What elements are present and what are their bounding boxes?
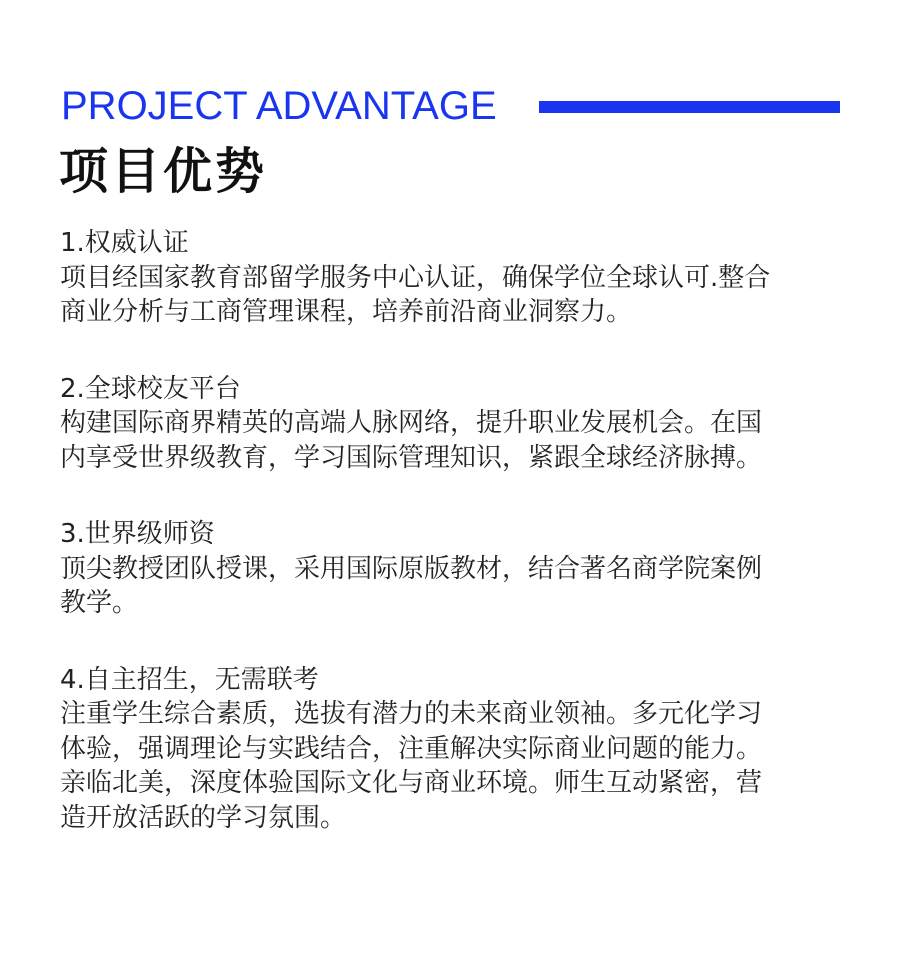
section-line: 内享受世界级教育，学习国际管理知识，紧跟全球经济脉搏。: [60, 442, 763, 473]
section-line: 造开放活跃的学习氛围。: [60, 802, 347, 833]
english-title: PROJECT ADVANTAGE: [61, 84, 497, 128]
advantage-section-faculty: [60, 517, 850, 621]
advantage-section-admission: [60, 663, 850, 836]
section-line: 教学。: [60, 588, 139, 618]
chinese-title: 项目优势: [59, 143, 268, 200]
advantage-section-authority: [60, 226, 850, 330]
section-heading: 3.世界级师资: [60, 519, 215, 549]
section-line: 商业分析与工商管理课程，培养前沿商业洞察力。: [60, 297, 633, 327]
section-line: 项目经国家教育部留学服务中心认证，确保学位全球认可.整合: [60, 262, 771, 293]
section-line: 体验，强调理论与实践结合，注重解决实际商业问题的能力。: [60, 733, 763, 764]
section-line: 注重学生综合素质，选拔有潜力的未来商业领袖。多元化学习: [60, 699, 763, 729]
advantage-section-alumni: [60, 372, 850, 476]
section-line: 亲临北美，深度体验国际文化与商业环境。师生互动紧密，营: [60, 768, 763, 798]
section-heading: 4.自主招生，无需联考: [60, 664, 319, 695]
advantage-list: [60, 226, 850, 877]
section-line: 构建国际商界精英的高端人脉网络，提升职业发展机会。在国: [60, 408, 763, 438]
section-heading: 1.权威认证: [60, 228, 189, 258]
accent-bar: [539, 101, 840, 113]
section-heading: 2.全球校友平台: [60, 373, 241, 404]
section-line: 顶尖教授团队授课，采用国际原版教材，结合著名商学院案例: [60, 553, 763, 584]
